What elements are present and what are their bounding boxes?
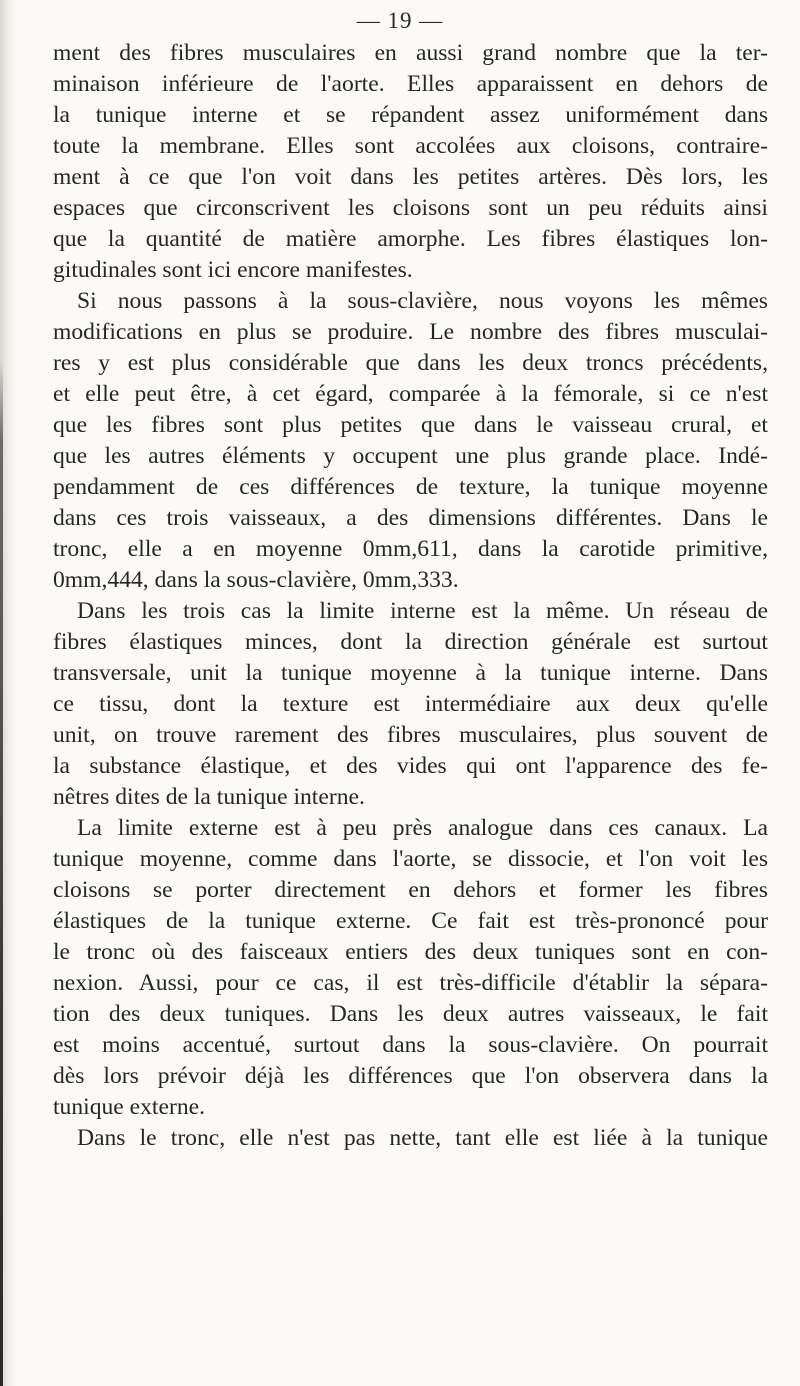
text-line: transversale, unit la tunique moyenne à la tunique interne. Dans <box>53 660 768 686</box>
text-line: élastiques de la tunique externe. Ce fait est très-prononcé pour <box>53 908 768 934</box>
text-line: nexion. Aussi, pour ce cas, il est très-difficile d'établir la sépara- <box>53 970 768 996</box>
text-line: tunique externe. <box>53 1094 205 1120</box>
body-text <box>53 38 768 1154</box>
text-line: fibres élastiques minces, dont la direction générale est surtout <box>53 629 768 655</box>
text-line: gitudinales sont ici encore manifestes. <box>53 257 413 283</box>
text-line: pendamment de ces différences de texture, la tunique moyenne <box>53 474 768 500</box>
text-line: nêtres dites de la tunique interne. <box>53 784 365 810</box>
text-line: dès lors prévoir déjà les différences que l'on observera dans la <box>53 1063 768 1089</box>
text-line: tronc, elle a en moyenne 0mm,611, dans la carotide primitive, <box>53 536 768 562</box>
text-line: unit, on trouve rarement des fibres musculaires, plus souvent de <box>53 722 768 748</box>
text-line: ment à ce que l'on voit dans les petites artères. Dès lors, les <box>53 164 768 190</box>
text-line: minaison inférieure de l'aorte. Elles apparaissent en dehors de <box>53 71 768 97</box>
text-line: tion des deux tuniques. Dans les deux autres vaisseaux, le fait <box>53 1001 768 1027</box>
text-line: espaces que circonscrivent les cloisons sont un peu réduits ainsi <box>53 195 768 221</box>
text-line: la substance élastique, et des vides qui ont l'apparence des fe- <box>53 753 768 779</box>
text-line: La limite externe est à peu près analogue dans ces canaux. La <box>77 815 768 841</box>
text-line: 0mm,444, dans la sous-clavière, 0mm,333. <box>53 567 459 593</box>
text-line: cloisons se porter directement en dehors et former les fibres <box>53 877 768 903</box>
text-line: Si nous passons à la sous-clavière, nous voyons les mêmes <box>77 288 768 314</box>
text-line: la tunique interne et se répandent assez uniformément dans <box>53 102 768 128</box>
text-line: ce tissu, dont la texture est intermédiaire aux deux qu'elle <box>53 691 768 717</box>
text-line: que la quantité de matière amorphe. Les fibres élastiques lon- <box>53 226 768 252</box>
text-line: ment des fibres musculaires en aussi grand nombre que la ter- <box>53 40 768 66</box>
text-line: le tronc où des faisceaux entiers des deux tuniques sont en con- <box>53 939 768 965</box>
text-line: que les autres éléments y occupent une plus grande place. Indé- <box>53 443 768 469</box>
text-line: Dans le tronc, elle n'est pas nette, tant elle est liée à la tunique <box>77 1125 768 1151</box>
text-line: Dans les trois cas la limite interne est la même. Un réseau de <box>77 598 768 624</box>
text-line: est moins accentué, surtout dans la sous-clavière. On pourrait <box>53 1032 768 1058</box>
text-line: et elle peut être, à cet égard, comparée à la fémorale, si ce n'est <box>53 381 768 407</box>
text-line: tunique moyenne, comme dans l'aorte, se dissocie, et l'on voit les <box>53 846 768 872</box>
text-line: modifications en plus se produire. Le nombre des fibres musculai- <box>53 319 768 345</box>
page-number: — 19 — <box>356 8 444 33</box>
text-line: toute la membrane. Elles sont accolées aux cloisons, contraire- <box>53 133 768 159</box>
text-line: que les fibres sont plus petites que dans le vaisseau crural, et <box>53 412 768 438</box>
text-line: res y est plus considérable que dans les deux troncs précédents, <box>53 350 768 376</box>
text-line: dans ces trois vaisseaux, a des dimensions différentes. Dans le <box>53 505 768 531</box>
binding-edge <box>0 360 3 1386</box>
